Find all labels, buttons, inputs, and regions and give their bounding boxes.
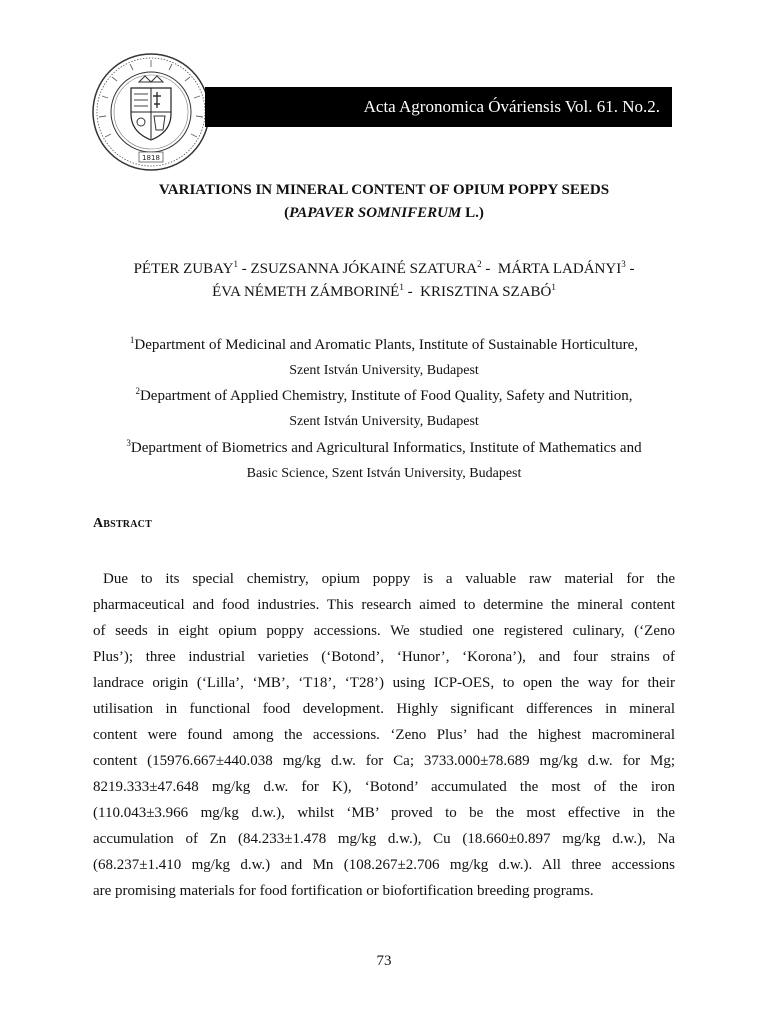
author-name: KRISZTINA SZABÓ [420,284,552,300]
affiliation-3-line-1: $^3$Department of Biometrics and Agricultural Informatics, Institute of Mathematics and [126,438,642,456]
abstract-line: are promising materials for food fortification or biofortification breeding programs. [93,883,594,899]
abstract-line: (68.237±1.410 mg/kg d.w.) and Mn (108.267±2.706 mg/kg d.w.). All three accessions [93,857,675,873]
affiliation-3-line-2: Basic Science, Szent István University, Budapest [246,466,522,481]
author-name: MÁRTA LADÁNYI [497,261,622,277]
abstract-line: 8219.333±47.648 mg/kg d.w. for K), ‘Botond’ accumulated the most of the iron [93,779,675,795]
abstract-line: utilisation in functional food development. Highly significant differences in mineral [93,701,675,717]
abstract-line: (110.043±3.966 mg/kg d.w.), whilst ‘MB’ proved to be the most effective in the [93,805,675,821]
journal-title: Acta Agronomica Óváriensis Vol. 61. No.2. [363,97,660,116]
seal-year: 1818 [142,154,160,162]
abstract-line: accumulation of Zn (84.233±1.478 mg/kg d.w.), Cu (18.660±0.897 mg/kg d.w.), Na [93,831,675,847]
author-name: PÉTER ZUBAY [133,261,234,277]
affiliation-1-line-2: Szent István University, Budapest [289,363,479,378]
abstract-line: content (15976.667±440.038 mg/kg d.w. for Ca; 3733.000±78.689 mg/kg d.w. for Mg; [93,753,675,769]
abstract-line: Due to its special chemistry, opium poppy is a valuable raw material for the [103,571,675,587]
authors-line-1: PÉTER ZUBAY$^1$ - ZSUZSANNA JÓKAINÉ SZATURA$^2$ - MÁRTA LADÁNYI$^3$ - [133,259,635,277]
abstract-heading: Abstract [93,516,152,531]
paper-title-line-2: (PAPAVER SOMNIFERUM L.) [284,205,484,221]
affiliation-2-line-1: $^2$Department of Applied Chemistry, Institute of Food Quality, Safety and Nutrition, [135,386,633,404]
abstract-line: pharmaceutical and food industries. This research aimed to determine the mineral content [93,597,675,613]
affiliation-2-line-2: Szent István University, Budapest [289,414,479,429]
affiliation-1-line-1: $^1$Department of Medicinal and Aromatic Plants, Institute of Sustainable Horticulture, [129,335,639,353]
species-name: PAPAVER SOMNIFERUM [289,205,462,221]
authors-line-2: ÉVA NÉMETH ZÁMBORINÉ$^1$ - KRISZTINA SZABÓ$^1$ [212,282,556,300]
abstract-line: of seeds in eight opium poppy accessions. We studied one registered culinary, (‘Zeno [93,623,675,639]
author-name: ZSUZSANNA JÓKAINÉ SZATURA [250,261,478,277]
journal-header-bar [205,87,672,127]
paper-title-line-1: VARIATIONS IN MINERAL CONTENT OF OPIUM POPPY SEEDS [158,182,610,198]
abstract-body [93,566,675,904]
abstract-line: content were found among the accessions. ‘Zeno Plus’ had the highest macromineral [93,727,675,743]
abstract-line: Plus’); three industrial varieties (‘Botond’, ‘Hunor’, ‘Korona’), and four strains of [93,649,675,665]
page-number: 73 [376,953,392,969]
university-seal-icon [91,52,211,172]
author-name: ÉVA NÉMETH ZÁMBORINÉ [212,284,400,300]
abstract-line: landrace origin (‘Lilla’, ‘MB’, ‘T18’, ‘T28’) using ICP-OES, to open the way for their [93,675,675,691]
